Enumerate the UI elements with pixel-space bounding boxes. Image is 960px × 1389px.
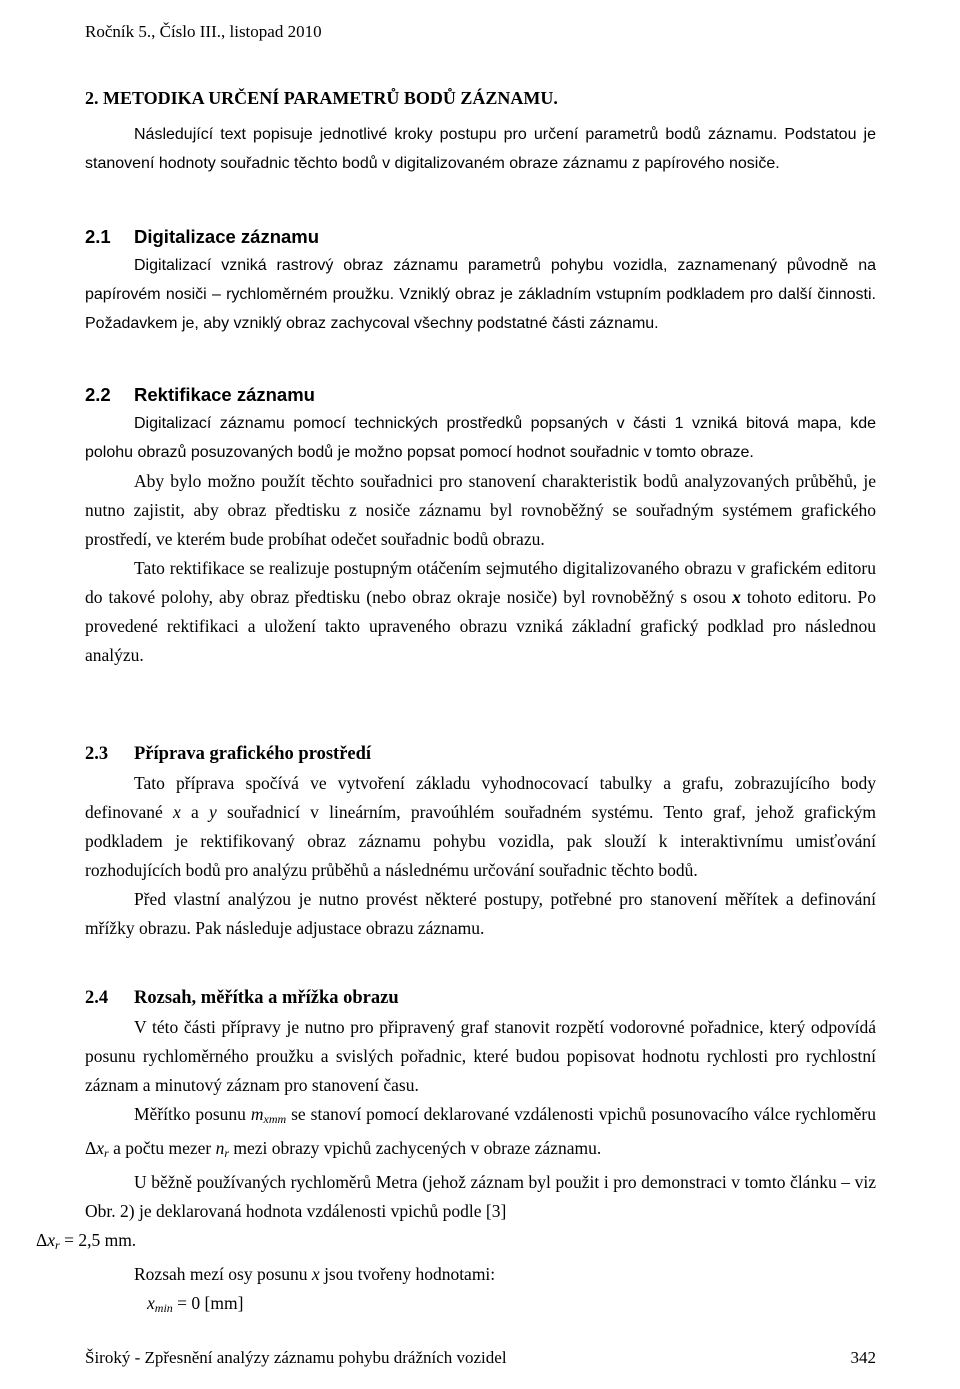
section-2-2 (85, 380, 876, 670)
section-heading (85, 984, 876, 1013)
paragraph: U běžně používaných rychloměrů Metra (jehož záznam byl použit i pro demonstraci v tomto článku – viz Obr. 2) je deklarovaná hodnota vzdálenosti vpichů podle [3] $\Delta x_r = 2,5$ mm. (36, 1172, 876, 1252)
section-number: 2.4 (85, 988, 109, 1008)
section-number: 2.1 (85, 226, 111, 247)
running-footer (85, 1346, 876, 1370)
paragraph: Tato příprava spočívá ve vytvoření základu vyhodnocovací tabulky a grafu, zobrazujícího body definované x a y souřadnicí v lineárním, pravoúhlém souřadném systému. Tento graf, jehož grafickým podkladem je rektifikovaný obraz záznamu pohybu vozidla, pak slouží k interaktivnímu umisťování rozhodujících bodů pro analýzu průběhů a následnému určování souřadnic těchto bodů. (85, 773, 876, 880)
intro-section (85, 120, 876, 178)
paragraph: Rozsah mezí osy posunu x jsou tvořeny hodnotami: (134, 1264, 496, 1284)
section-2-3 (85, 740, 876, 943)
page-number: 342 (850, 1348, 876, 1367)
section-title: Příprava grafického prostředí (134, 744, 372, 764)
section-heading (85, 222, 876, 251)
section-title: Rektifikace záznamu (134, 384, 315, 405)
section-heading (85, 740, 876, 769)
paragraph: V této části přípravy je nutno pro připravený graf stanovit rozpětí vodorovné pořadnice, který odpovídá posunu rychloměrného proužku a svislých pořadnic, které budou popisovat hodnotu rychlosti pro rychlostní záznam a minutový záznam pro stanovení času. (85, 1017, 876, 1095)
chapter-title: 2. METODIKA URČENÍ PARAMETRŮ BODŮ ZÁZNAMU. (85, 88, 558, 108)
footer-title: Široký - Zpřesnění analýzy záznamu pohybu drážních vozidel (85, 1348, 507, 1367)
running-header: Ročník 5., Číslo III., listopad 2010 (85, 22, 322, 41)
equation: $x_{min} = 0$ [mm] (147, 1293, 244, 1315)
intro-paragraph: Následující text popisuje jednotlivé kroky postupu pro určení parametrů bodů záznamu. Podstatou je stanovení hodnoty souřadnic těchto bodů v digitalizovaném obraze záznamu z papírového nosiče. (85, 126, 876, 172)
section-number: 2.2 (85, 384, 111, 405)
section-2-4 (36, 984, 876, 1323)
paragraph: Tato rektifikace se realizuje postupným otáčením sejmutého digitalizovaného obrazu v grafickém editoru do takové polohy, aby obraz předtisku (nebo obraz okraje nosiče) byl rovnoběžný s osou x tohoto editoru. Po provedené rektifikaci a uložení takto upraveného obrazu vzniká základní grafický podklad pro následnou analýzu. (85, 558, 876, 665)
section-number: 2.3 (85, 744, 109, 764)
section-heading (85, 380, 876, 409)
section-2-1 (85, 222, 876, 338)
section-title: Rozsah, měřítka a mřížka obrazu (134, 988, 399, 1008)
paragraph: Měřítko posunu $m_{xmm}$ se stanoví pomocí deklarované vzdálenosti vpichů posunovacího válce rychloměru $\Delta x_r$ a počtu mezer $n_r$ mezi obrazy vpichů zachycených v obraze záznamu. (85, 1104, 876, 1160)
paragraph: Aby bylo možno použít těchto souřadnici pro stanovení charakteristik bodů analyzovaných průběhů, je nutno zajistit, aby obraz předtisku z nosiče záznamu byl rovnoběžný se souřadným systémem grafického prostředí, ve kterém bude probíhat odečet souřadnic bodů obrazu. (85, 471, 876, 549)
paragraph: Před vlastní analýzou je nutno provést některé postupy, potřebné pro stanovení měřítek a definování mřížky obrazu. Pak následuje adjustace obrazu záznamu. (85, 889, 876, 938)
paragraph: Digitalizací vzniká rastrový obraz záznamu parametrů pohybu vozidla, zaznamenaný původně na papírovém nosiči – rychloměrném proužku. Vzniklý obraz je základním vstupním podkladem pro další činnosti. Požadavkem je, aby vzniklý obraz zachycoval všechny podstatné části záznamu. (85, 257, 876, 332)
paragraph: Digitalizací záznamu pomocí technických prostředků popsaných v části 1 vzniká bitová mapa, kde polohu obrazů posuzovaných bodů je možno popsat pomocí hodnot souřadnic v tomto obraze. (85, 415, 876, 461)
section-title: Digitalizace záznamu (134, 226, 320, 247)
